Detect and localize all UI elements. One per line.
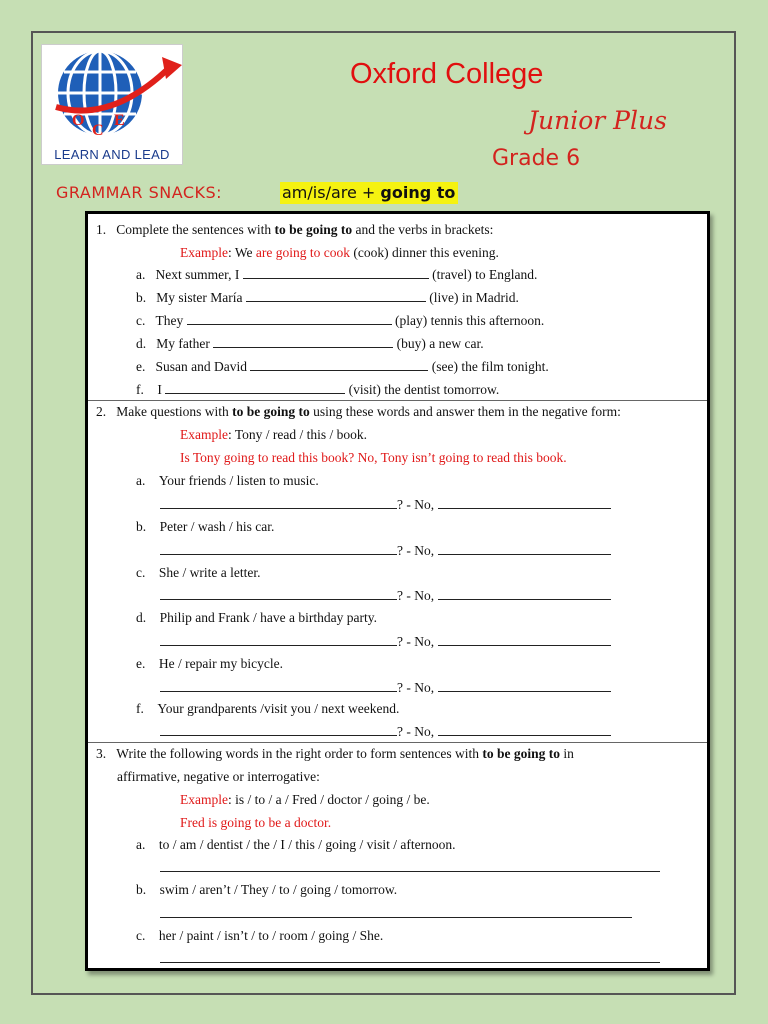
ex3-example-label: Example — [180, 792, 228, 807]
ex3-pre: Write the following words in the right order to form sentences with — [116, 746, 483, 761]
topic-bold: going to — [380, 183, 456, 202]
ex1-item-b — [136, 290, 519, 306]
ex2-example — [180, 427, 367, 443]
item-prompt: swim / aren’t / They / to / going / tomorrow. — [159, 882, 398, 897]
ex2-post: using these words and answer them in the negative form: — [309, 404, 621, 419]
answer-separator: ? - No, — [397, 724, 435, 739]
section-label: GRAMMAR SNACKS: — [56, 183, 223, 202]
negative-answer-blank[interactable] — [438, 634, 611, 646]
question-blank[interactable] — [160, 680, 397, 692]
item-letter: b. — [136, 290, 147, 305]
ex1-item-c — [136, 313, 544, 329]
ex2-item-f — [136, 701, 399, 717]
ex3-example-text: : is / to / a / Fred / doctor / going / be. — [227, 792, 430, 807]
ex2-instruction — [96, 404, 621, 420]
divider — [88, 742, 707, 743]
ex1-item-a — [136, 267, 537, 283]
divider — [88, 400, 707, 401]
item-verb: (buy) a new car. — [396, 336, 484, 351]
item-verb: (live) in Madrid. — [429, 290, 519, 305]
college-logo — [41, 44, 183, 165]
ex2-item-e — [136, 656, 283, 672]
answer-line[interactable] — [160, 871, 660, 872]
ex3-number: 3. — [96, 746, 107, 761]
item-letter: c. — [136, 565, 146, 580]
program-name: Junior Plus — [528, 106, 667, 135]
answer-blank[interactable] — [250, 359, 428, 371]
ex2-answer-row-b — [160, 543, 611, 559]
ex3-item-b — [136, 882, 397, 898]
ex2-example-label: Example — [180, 427, 228, 442]
logo-letter-e: E — [114, 112, 125, 129]
item-text: Next summer, I — [155, 267, 240, 282]
globe-icon — [42, 45, 184, 149]
item-letter: c. — [136, 928, 146, 943]
answer-blank[interactable] — [187, 313, 392, 325]
logo-letter-c: C — [92, 122, 104, 139]
item-text: They — [155, 313, 184, 328]
item-letter: b. — [136, 882, 147, 897]
item-text: My father — [156, 336, 210, 351]
item-text: Susan and David — [155, 359, 247, 374]
item-letter: a. — [136, 837, 146, 852]
worksheet — [85, 211, 710, 971]
answer-blank[interactable] — [243, 267, 429, 279]
item-letter: a. — [136, 267, 146, 282]
ex2-answer-row-a — [160, 497, 611, 513]
question-blank[interactable] — [160, 497, 397, 509]
ex2-item-c — [136, 565, 260, 581]
item-prompt: Your friends / listen to music. — [158, 473, 319, 488]
college-name: Oxford College — [350, 58, 544, 90]
ex1-number: 1. — [96, 222, 107, 237]
item-letter: f. — [136, 382, 144, 397]
item-letter: b. — [136, 519, 147, 534]
answer-separator: ? - No, — [397, 543, 435, 558]
ex1-post: and the verbs in brackets: — [352, 222, 494, 237]
answer-line[interactable] — [160, 962, 660, 963]
answer-blank[interactable] — [246, 290, 426, 302]
logo-caption: LEARN AND LEAD — [54, 147, 170, 162]
item-verb: (travel) to England. — [432, 267, 538, 282]
ex1-example-pre: : We — [227, 245, 256, 260]
item-letter: e. — [136, 656, 146, 671]
ex1-item-e — [136, 359, 549, 375]
ex3-example-answer: Fred is going to be a doctor. — [180, 815, 332, 830]
item-prompt: Peter / wash / his car. — [159, 519, 275, 534]
negative-answer-blank[interactable] — [438, 588, 611, 600]
ex3-item-c — [136, 928, 383, 944]
section-topic — [280, 182, 458, 204]
item-letter: c. — [136, 313, 146, 328]
item-letter: a. — [136, 473, 146, 488]
answer-blank[interactable] — [213, 336, 393, 348]
item-letter: d. — [136, 610, 147, 625]
ex1-bold: to be going to — [274, 222, 353, 237]
ex3-example — [180, 792, 430, 808]
negative-answer-blank[interactable] — [438, 497, 611, 509]
ex1-example — [180, 245, 499, 261]
negative-answer-blank[interactable] — [438, 724, 611, 736]
ex3-bold: to be going to — [482, 746, 560, 761]
ex3-post: in — [560, 746, 574, 761]
ex1-item-d — [136, 336, 484, 352]
ex2-pre: Make questions with — [116, 404, 233, 419]
item-letter: f. — [136, 701, 144, 716]
question-blank[interactable] — [160, 724, 397, 736]
item-prompt: her / paint / isn’t / to / room / going / She. — [158, 928, 384, 943]
item-prompt: He / repair my bicycle. — [158, 656, 283, 671]
question-blank[interactable] — [160, 543, 397, 555]
item-prompt: Philip and Frank / have a birthday party. — [159, 610, 377, 625]
item-text: My sister María — [156, 290, 243, 305]
item-prompt: Your grandparents /visit you / next weekend. — [157, 701, 400, 716]
ex1-instruction — [96, 222, 493, 238]
ex2-answer-row-f — [160, 724, 611, 740]
ex2-answer-row-c — [160, 588, 611, 604]
question-blank[interactable] — [160, 588, 397, 600]
item-prompt: She / write a letter. — [158, 565, 261, 580]
ex1-example-post: (cook) dinner this evening. — [350, 245, 499, 260]
topic-plain: am/is/are + — [282, 183, 381, 202]
item-prompt: to / am / dentist / the / I / this / going / visit / afternoon. — [158, 837, 456, 852]
item-text: I — [157, 382, 162, 397]
question-blank[interactable] — [160, 634, 397, 646]
ex2-example-answer: Is Tony going to read this book? No, Tony isn’t going to read this book. — [180, 450, 567, 465]
ex2-example-text: : Tony / read / this / book. — [227, 427, 368, 442]
answer-separator: ? - No, — [397, 588, 435, 603]
answer-line[interactable] — [160, 917, 632, 918]
answer-blank[interactable] — [165, 382, 345, 394]
ex2-bold: to be going to — [232, 404, 310, 419]
item-letter: d. — [136, 336, 147, 351]
item-verb: (visit) the dentist tomorrow. — [348, 382, 500, 397]
ex1-pre: Complete the sentences with — [116, 222, 275, 237]
item-verb: (see) the film tonight. — [431, 359, 549, 374]
ex2-answer-row-d — [160, 634, 611, 650]
ex2-answer-row-e — [160, 680, 611, 696]
negative-answer-blank[interactable] — [438, 543, 611, 555]
ex2-number: 2. — [96, 404, 107, 419]
grade-label: Grade 6 — [492, 146, 581, 171]
ex2-item-b — [136, 519, 274, 535]
item-verb: (play) tennis this afternoon. — [395, 313, 545, 328]
ex1-example-label: Example — [180, 245, 228, 260]
answer-separator: ? - No, — [397, 497, 435, 512]
ex2-item-d — [136, 610, 377, 626]
answer-separator: ? - No, — [397, 634, 435, 649]
logo-letter-o: O — [72, 112, 85, 129]
ex3-instruction — [96, 746, 574, 762]
ex3-item-a — [136, 837, 455, 853]
ex1-example-red: are going to cook — [255, 245, 351, 260]
item-letter: e. — [136, 359, 146, 374]
ex2-item-a — [136, 473, 319, 489]
answer-separator: ? - No, — [397, 680, 435, 695]
ex3-instruction-line2: affirmative, negative or interrogative: — [117, 769, 320, 784]
ex1-item-f — [136, 382, 499, 398]
negative-answer-blank[interactable] — [438, 680, 611, 692]
